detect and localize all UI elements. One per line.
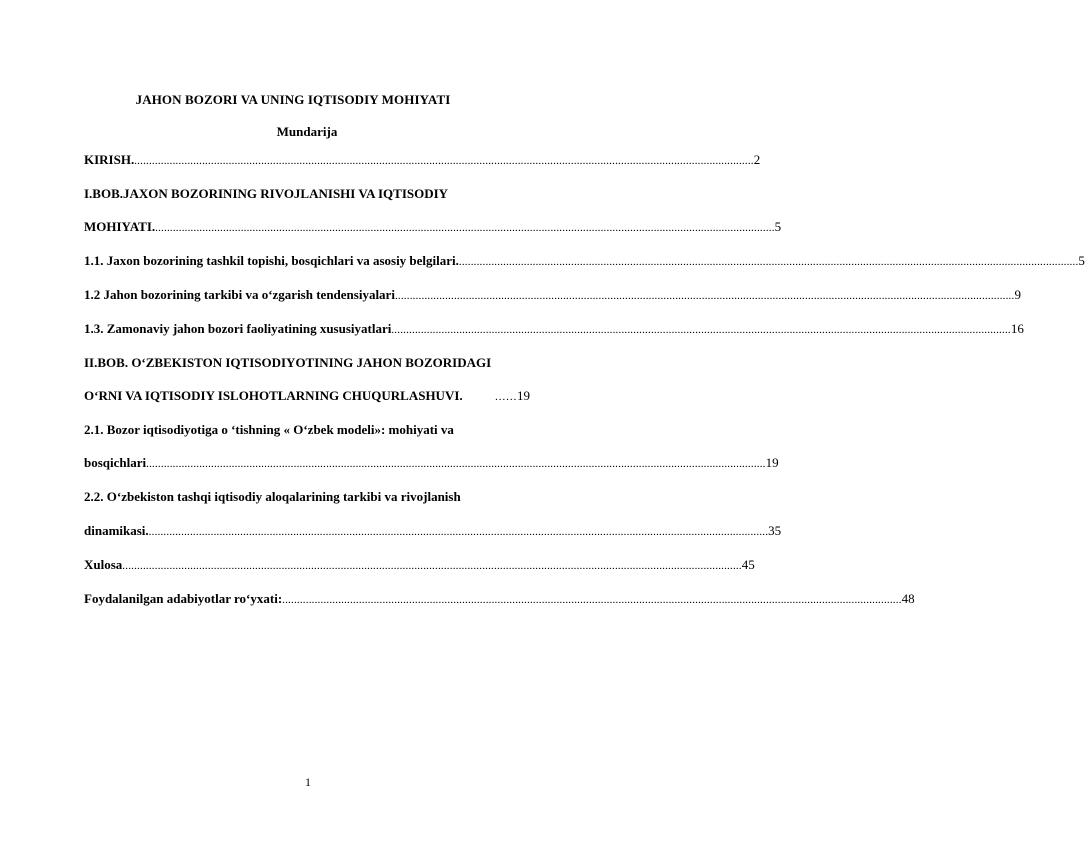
toc-leader-dots: .................................................................................................................................................................................................................. <box>122 560 742 572</box>
toc-entry-2-1-line1[interactable]: 2.1. Bozor iqtisodiyotiga o ‘tishning « O‘zbek modeli»: mohiyati va <box>84 422 454 437</box>
toc-entry-2-2-line1[interactable]: 2.2. O‘zbekiston tashqi iqtisodiy aloqalarining tarkibi va rivojlanish <box>84 489 461 504</box>
toc-leader-dots: .................................................................................................................................................................................................................. <box>282 594 902 606</box>
toc-entry-bob2-line1[interactable]: II.BOB. O‘ZBEKISTON IQTISODIYOTINING JAHON BOZORIDAGI <box>84 355 492 370</box>
toc-entry-text: bosqichlari <box>84 455 147 470</box>
toc-entry-1-2[interactable] <box>84 286 1021 304</box>
toc-leader-dots: .................................................................................................................................................................................................................. <box>458 256 1079 268</box>
toc-leader-dots: .................................................................................................................................................................................................................. <box>146 458 766 470</box>
toc-entry-kirish[interactable] <box>84 151 761 169</box>
toc-entry-text: dinamikasi. <box>84 523 149 538</box>
toc-entry-text: 1.2 Jahon bozorining tarkibi va o‘zgarish tendensiyalari <box>84 287 395 302</box>
document-title: JAHON BOZORI VA UNING IQTISODIY MOHIYATI <box>135 92 451 107</box>
toc-entry-text: Xulosa <box>84 557 123 572</box>
toc-entry-adabiyotlar[interactable] <box>84 590 915 608</box>
toc-leader-dots: .................................................................................................................................................................................................................. <box>155 222 775 234</box>
toc-leader-dots: …… <box>494 391 517 403</box>
toc-page-number: 5 <box>1078 253 1085 268</box>
toc-page-number: 19 <box>765 455 779 470</box>
toc-entry-2-2-line2[interactable] <box>84 522 782 540</box>
toc-entry-2-1-line2[interactable] <box>84 454 779 472</box>
toc-entry-1-3[interactable] <box>84 320 1024 338</box>
toc-page-number: 35 <box>768 523 782 538</box>
toc-entry-xulosa[interactable] <box>84 556 755 574</box>
toc-entry-1-1[interactable] <box>84 252 1085 270</box>
toc-entry-text: Foydalanilgan adabiyotlar ro‘yxati: <box>84 591 283 606</box>
toc-entry-bob1-line1[interactable]: I.BOB.JAXON BOZORINING RIVOJLANISHI VA IQTISODIY <box>84 186 449 201</box>
toc-page-number: 45 <box>741 557 755 572</box>
page-number: 1 <box>305 775 311 789</box>
toc-entry-text: KIRISH. <box>84 152 135 167</box>
toc-page-number: 16 <box>1010 321 1024 336</box>
toc-page-number: 48 <box>901 591 915 606</box>
toc-entry-bob1-line2[interactable] <box>84 218 782 236</box>
toc-entry-text: 1.1. Jaxon bozorining tashkil topishi, bosqichlari va asosiy belgilari. <box>84 253 459 268</box>
toc-leader-dots: .................................................................................................................................................................................................................. <box>391 324 1011 336</box>
toc-leader-dots: .................................................................................................................................................................................................................. <box>148 526 769 538</box>
toc-leader-dots: .................................................................................................................................................................................................................. <box>394 290 1015 302</box>
toc-heading: Mundarija <box>276 124 338 139</box>
toc-leader-dots: .................................................................................................................................................................................................................. <box>134 155 754 167</box>
toc-page-number: 2 <box>753 152 761 167</box>
toc-page-number: 19 <box>517 388 530 403</box>
toc-entry-text: 1.3. Zamonaviy jahon bozori faoliyatining xususiyatlari <box>84 321 392 336</box>
toc-page-number: 5 <box>774 219 782 234</box>
toc-entry-text: O‘RNI VA IQTISODIY ISLOHOTLARNING CHUQURLASHUVI. <box>84 388 463 403</box>
toc-entry-text: MOHIYATI. <box>84 219 156 234</box>
toc-page-number: 9 <box>1014 287 1021 302</box>
toc-entry-bob2-line2[interactable] <box>84 387 530 405</box>
